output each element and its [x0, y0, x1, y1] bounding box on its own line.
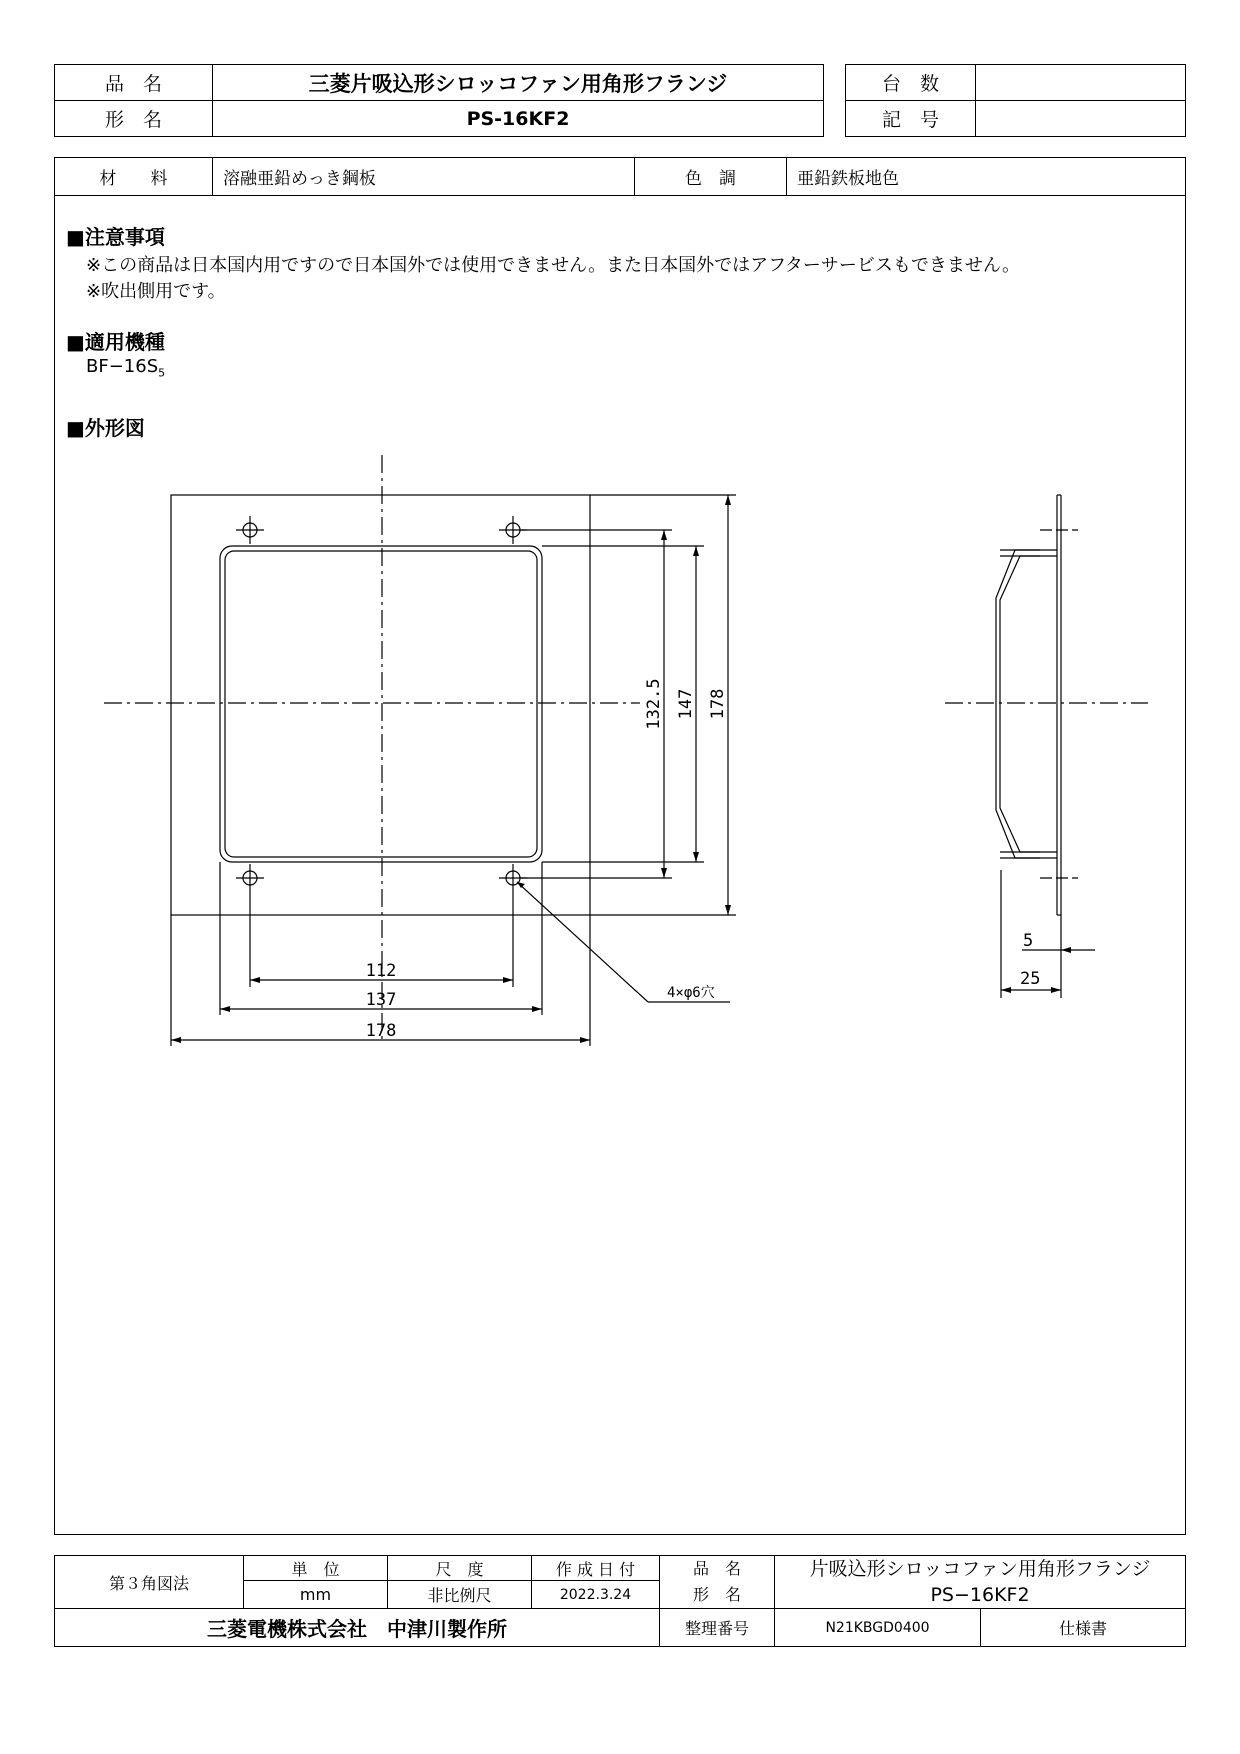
date-label: 作 成 日 付: [532, 1556, 660, 1581]
projection-method: 第３角図法: [55, 1556, 244, 1609]
scale-value: 非比例尺: [388, 1581, 532, 1609]
arrowheads: [171, 495, 1071, 1043]
scale-label: 尺 度: [388, 1556, 532, 1581]
notes-line-1: ※この商品は日本国内用ですので日本国外では使用できません。また日本国外ではアフターサービスもできません。: [86, 255, 1020, 276]
unit-value: mm: [244, 1581, 388, 1609]
drawing-title: ■外形図: [66, 416, 145, 440]
dim-hole-pitch-v: 132.5: [644, 678, 664, 730]
date-value: 2022.3.24: [532, 1581, 660, 1609]
doc-type: 仕様書: [981, 1609, 1186, 1647]
footer-model-label: 形 名: [692, 1585, 741, 1604]
dim-holes: 4×φ6穴: [667, 985, 715, 1001]
footer-name-labels: [660, 1556, 775, 1609]
inner-opening: [220, 546, 542, 862]
footer-name-values: [775, 1556, 1186, 1609]
title-block: [54, 1555, 1186, 1647]
dim-inner-width: 137: [365, 990, 397, 1010]
notes-title: ■注意事項: [66, 225, 165, 249]
centerlines: [104, 455, 1148, 1040]
dim-hole-pitch-h: 112: [365, 961, 397, 981]
color-value: 亜鉛鉄板地色: [787, 158, 1186, 196]
footer-model: PS−16KF2: [930, 1584, 1030, 1606]
product-name-label: 品 名: [55, 65, 213, 101]
applicable-title: ■適用機種: [66, 330, 165, 354]
product-name-value: 三菱片吸込形シロッコファン用角形フランジ: [213, 65, 824, 101]
notes-line-2: ※吹出側用です。: [86, 281, 226, 302]
material-label: 材 料: [55, 158, 213, 196]
symbol-label: 記 号: [846, 101, 976, 137]
material-value: 溶融亜鉛めっき鋼板: [213, 158, 635, 196]
dim-inner-height: 147: [676, 688, 696, 720]
applicable-model: $BF-16S_5$: [86, 356, 166, 380]
model-label: 形 名: [55, 101, 213, 137]
outer-plate: [171, 495, 590, 915]
footer-product-name: 片吸込形シロッコファン用角形フランジ: [809, 1558, 1151, 1580]
model-value: PS-16KF2: [213, 101, 824, 137]
quantity-label: 台 数: [846, 65, 976, 101]
unit-label: 単 位: [244, 1556, 388, 1581]
ref-number: N21KBGD0400: [775, 1609, 981, 1647]
dim-outer-height: 178: [708, 688, 728, 720]
applicable-model-name: BF−16S: [86, 356, 159, 377]
company-name: 三菱電機株式会社 中津川製作所: [55, 1609, 660, 1647]
dim-flange-thickness: 5: [1023, 931, 1034, 951]
color-label: 色 調: [635, 158, 787, 196]
footer-product-label: 品 名: [692, 1559, 741, 1578]
ref-label: 整理番号: [660, 1609, 775, 1647]
dim-outer-width: 178: [365, 1021, 397, 1041]
dim-flange-depth: 25: [1020, 969, 1041, 989]
side-view: [996, 495, 1095, 998]
